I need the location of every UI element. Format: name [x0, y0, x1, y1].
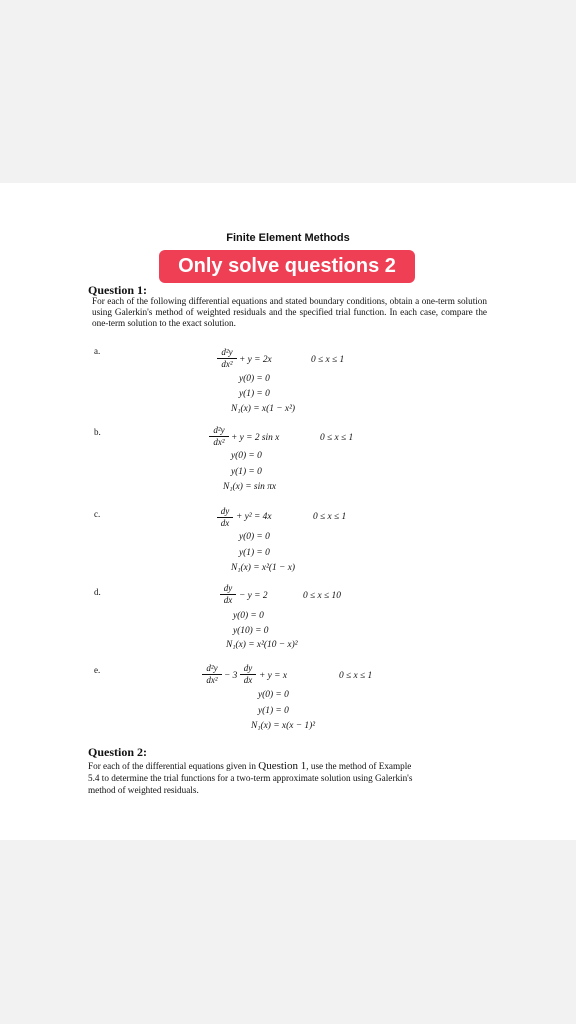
- part-d-bc2: y(10) = 0: [233, 626, 269, 636]
- question-1-heading: Question 1:: [88, 283, 148, 297]
- part-c-trial: N₁(x) = x²(1 − x): [231, 563, 296, 573]
- part-e-first-derivative: [240, 664, 256, 685]
- part-e-numerator: d²y: [206, 663, 218, 673]
- part-d-numerator: dy: [223, 583, 233, 593]
- question-2-reference: Question 1: [258, 760, 307, 772]
- part-a-range: 0 ≤ x ≤ 1: [311, 355, 345, 365]
- question-1-text: For each of the following differential equations and stated boundary conditions, obtain a one-term solution using Galerkin's method of weighted residuals and the specified trial function. In each case, compare the one-term solution to the exact solution.: [92, 296, 487, 328]
- part-e-trial: N₁(x) = x(x − 1)²: [251, 721, 316, 731]
- question-2-text-b: , use the method of Example 5.4 to determine the trial functions for a two-term approximate solution using Galerkin's method of weighted residuals.: [88, 761, 413, 795]
- part-c-numerator: dy: [220, 506, 230, 516]
- part-c-label: c.: [94, 509, 101, 519]
- part-a-label: a.: [94, 346, 101, 356]
- part-a-bc1: y(0) = 0: [239, 374, 270, 384]
- document-title: Finite Element Methods: [226, 232, 350, 244]
- part-d-bc1: y(0) = 0: [233, 611, 264, 621]
- part-d-range: 0 ≤ x ≤ 10: [303, 591, 341, 601]
- part-e-coefficient: − 3: [224, 671, 238, 681]
- part-d-denominator: dx: [223, 595, 233, 605]
- part-c-denominator: dx: [220, 518, 230, 528]
- part-d-trial: N₁(x) = x²(10 − x)²: [226, 640, 298, 650]
- part-e-numerator-2: dy: [243, 663, 253, 673]
- part-c-bc1: y(0) = 0: [239, 532, 270, 542]
- part-e-range: 0 ≤ x ≤ 1: [339, 671, 373, 681]
- part-b-trial: N₁(x) = sin πx: [223, 482, 277, 492]
- part-c-equation: + y² = 4x: [236, 512, 272, 522]
- part-e-denominator-2: dx: [243, 675, 253, 685]
- part-a-trial: N₁(x) = x(1 − x²): [231, 404, 296, 414]
- part-d-derivative: [220, 584, 236, 605]
- question-2-text-a: For each of the differential equations given in: [88, 761, 256, 771]
- part-b-derivative: [209, 426, 229, 447]
- part-a-numerator: d²y: [221, 347, 233, 357]
- part-a-denominator: dx²: [221, 359, 233, 369]
- part-b-denominator: dx²: [213, 437, 225, 447]
- part-e-bc1: y(0) = 0: [258, 690, 289, 700]
- part-d-label: d.: [94, 587, 101, 597]
- part-b-label: b.: [94, 427, 101, 437]
- part-b-range: 0 ≤ x ≤ 1: [320, 433, 354, 443]
- part-b-bc2: y(1) = 0: [231, 467, 262, 477]
- part-e-second-derivative: [202, 664, 222, 685]
- part-c-range: 0 ≤ x ≤ 1: [313, 512, 347, 522]
- part-a-bc2: y(1) = 0: [239, 389, 270, 399]
- part-e-label: e.: [94, 665, 101, 675]
- part-b-numerator: d²y: [213, 425, 225, 435]
- part-a-derivative: [217, 348, 237, 369]
- part-e-denominator: dx²: [206, 675, 218, 685]
- part-d-equation: − y = 2: [239, 591, 268, 601]
- part-b-bc1: y(0) = 0: [231, 451, 262, 461]
- question-2-heading: Question 2:: [88, 745, 148, 759]
- instruction-banner: Only solve questions 2: [159, 250, 415, 283]
- part-c-bc2: y(1) = 0: [239, 548, 270, 558]
- part-e-bc2: y(1) = 0: [258, 706, 289, 716]
- question-2-text: [88, 760, 418, 796]
- part-e-equation: + y = x: [259, 671, 288, 681]
- part-c-derivative: [217, 507, 233, 528]
- part-a-equation: + y = 2x: [239, 355, 272, 365]
- part-b-equation: + y = 2 sin x: [231, 433, 280, 443]
